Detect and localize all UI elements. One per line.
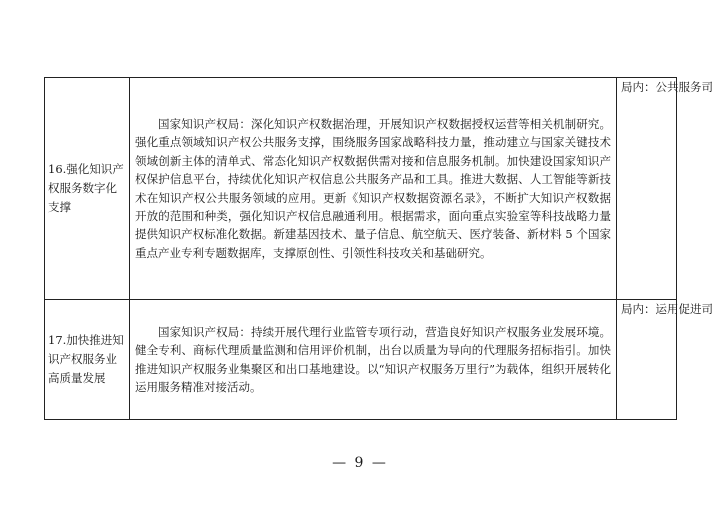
measure-content-cell [130, 78, 617, 300]
responsibility-cell [617, 300, 713, 420]
responsibility-cell [617, 78, 713, 300]
measures-table [44, 77, 713, 420]
responsibility-bureau: 局内：公共服务司 [621, 80, 713, 94]
page-number: — 9 — [332, 455, 388, 471]
responsibility-bureau: 局内：运用促进司 [621, 302, 713, 316]
content-paragraph-national: 国家知识产权局：深化知识产权数据治理，开展知识产权数据授权运营等相关机制研究。强化重点领域知识产权公共服务支撑，围绕服务国家战略科技力量，推动建立与国家关键技术领域创新主体的清单式、常态化知识产权数据供需对接和信息服务机制。加快建设国家知识产权保护信息平台，持续优化知识产权信息公共服务产品和工具。推进大数据、人工智能等新技术在知识产权公共服务领域的应用。更新《知识产权数据资源名录》，不断扩大知识产权数据开放的范围和种类，强化知识产权信息融通利用。根据需求，面向重点实验室等科技战略力量提供知识产权标准化数据。新建基因技术、量子信息、航空航天、医疗装备、新材料 5 个国家重点产业专利专题数据库，支撑原创性、引领性科技攻关和基础研究。 [135, 116, 611, 260]
measure-title-cell: 16.强化知识产权服务数字化支撑 [45, 78, 130, 300]
table-row [45, 300, 677, 420]
measure-content-cell [130, 300, 617, 420]
content-paragraph-national: 国家知识产权局：持续开展代理行业监管专项行动，营造良好知识产权服务业发展环境。健全专利、商标代理质量监测和信用评价机制，出台以质量为导向的代理服务招标指引。加快推进知识产权服务业集聚区和出口基地建设。以“知识产权服务万里行”为载体，组织开展转化运用服务精准对接活动。 [135, 324, 611, 394]
table-row [45, 78, 677, 300]
measure-title-cell: 17.加快推进知识产权服务业高质量发展 [45, 300, 130, 420]
